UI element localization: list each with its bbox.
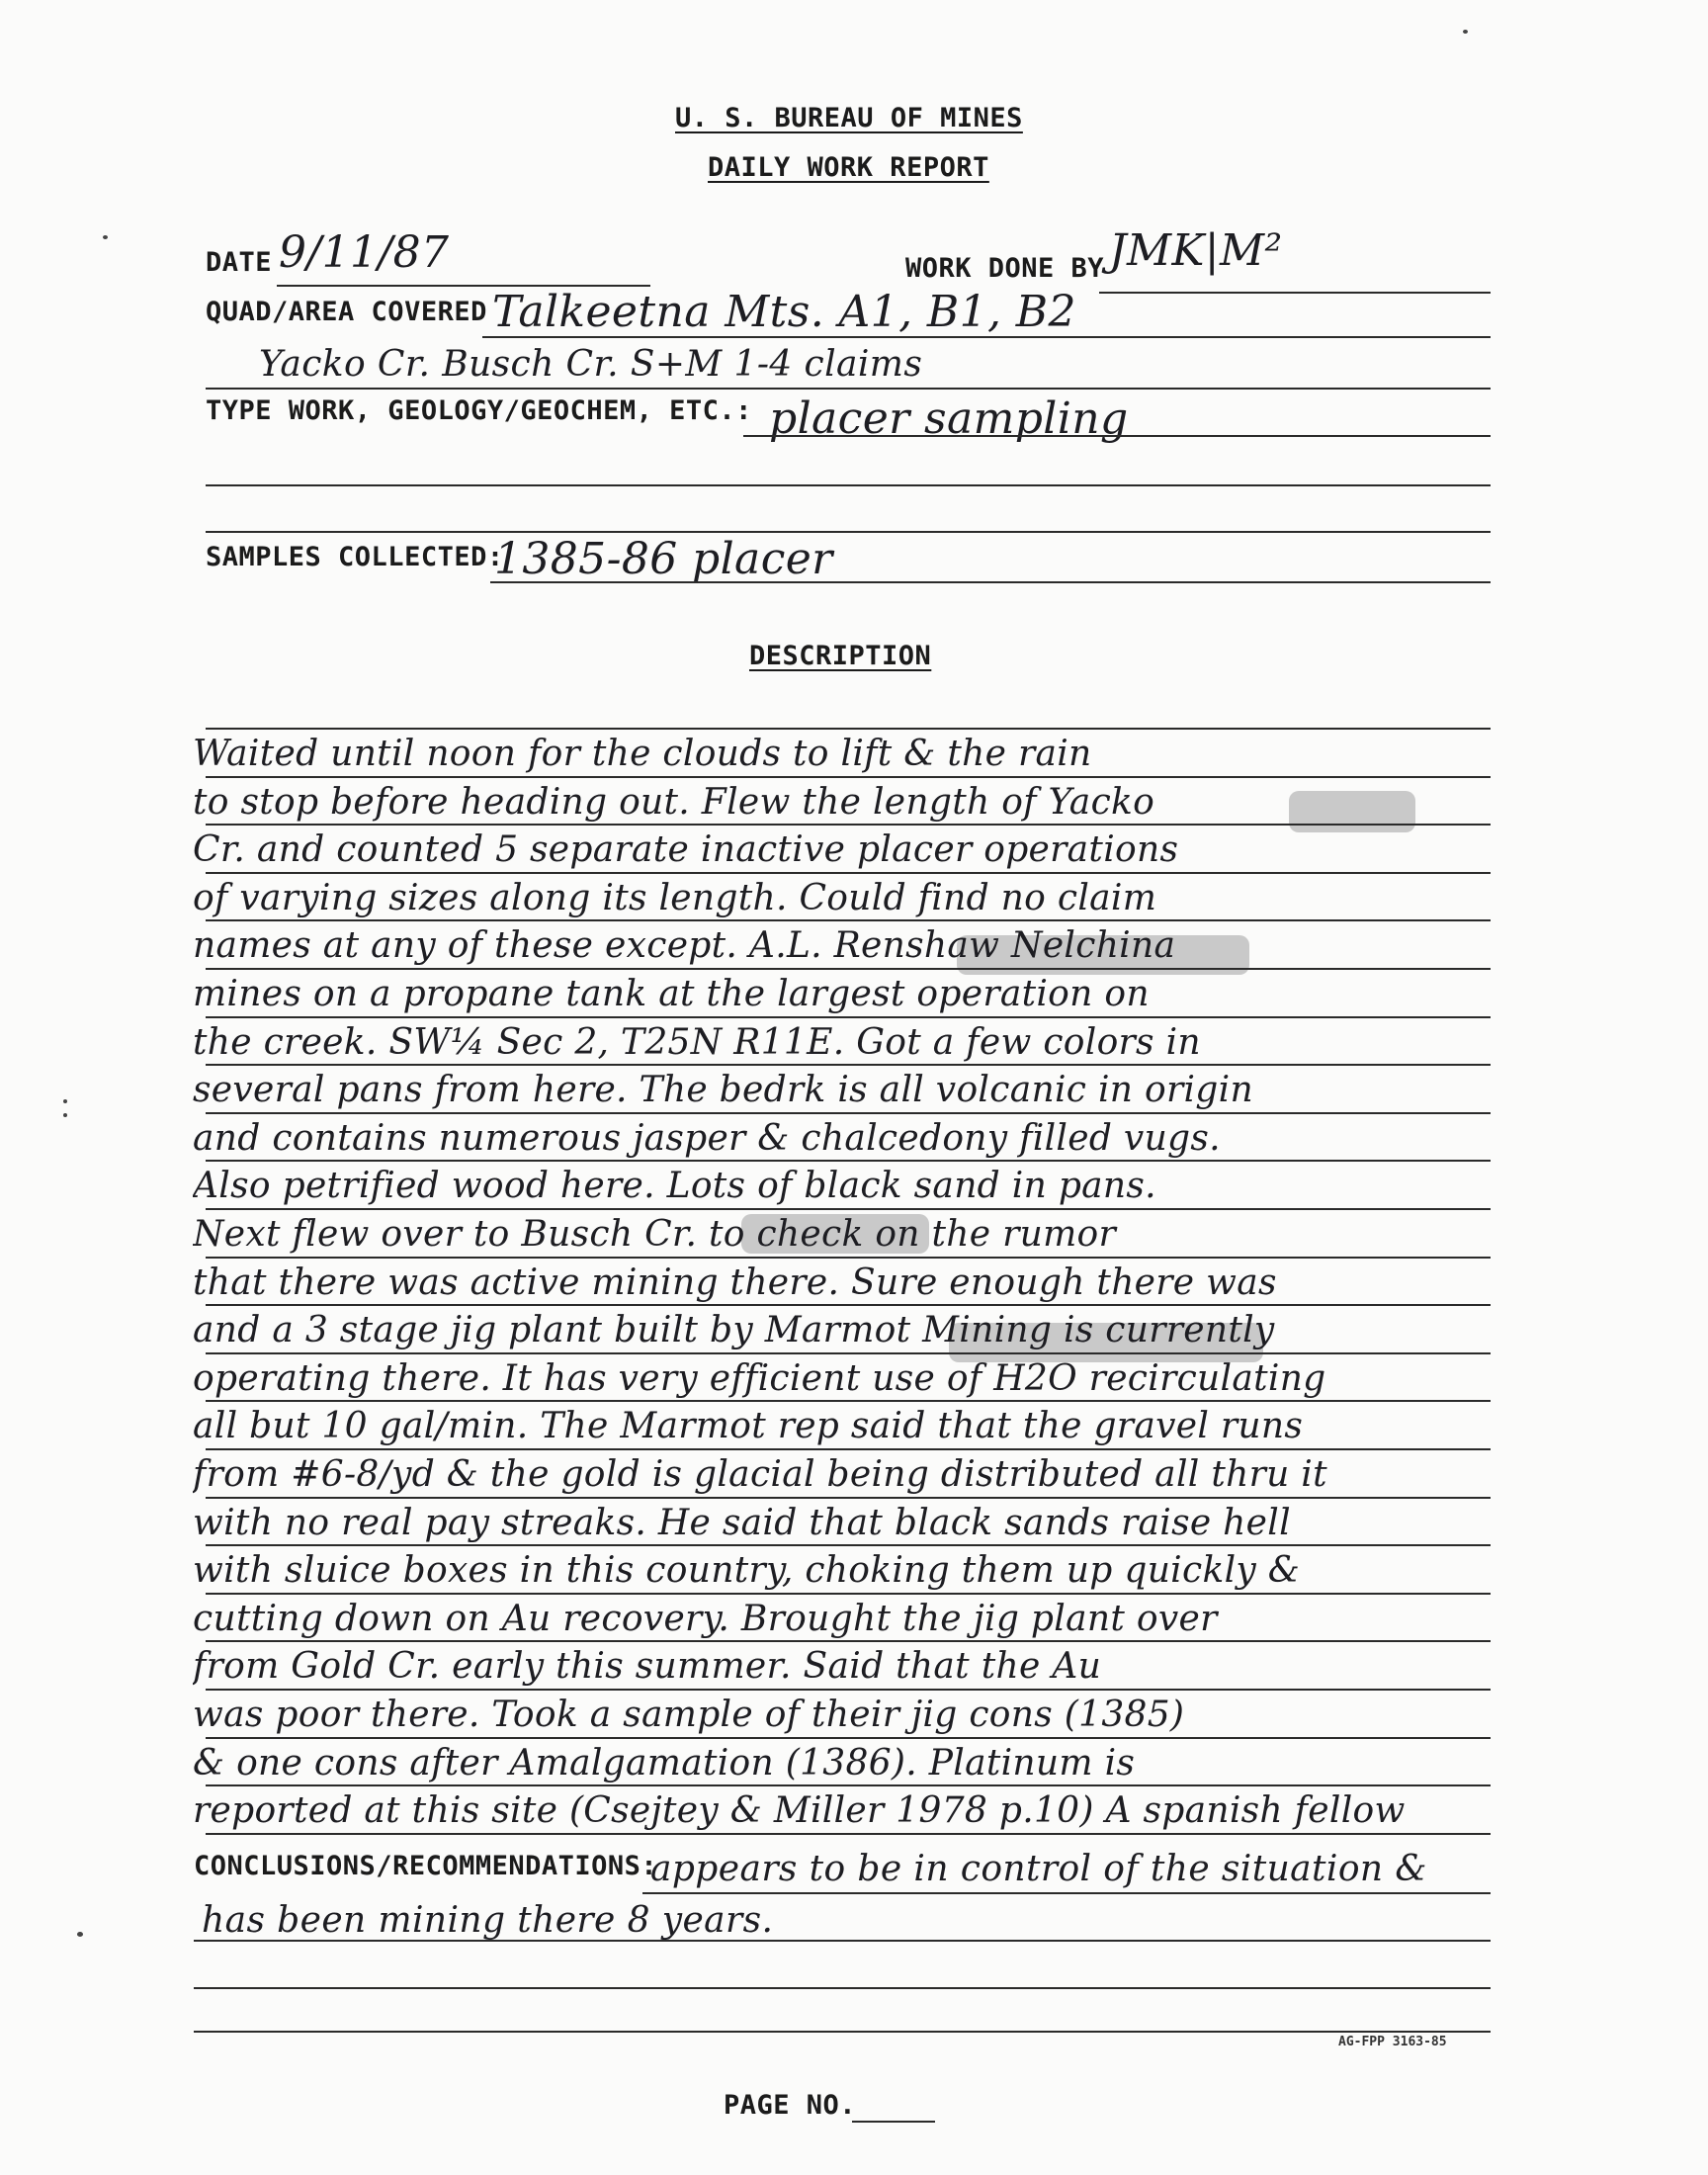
type-work-label: TYPE WORK, GEOLOGY/GEOCHEM, ETC.: — [206, 395, 752, 426]
quad-label: QUAD/AREA COVERED — [206, 297, 487, 327]
page-number-label: PAGE NO. — [724, 2090, 857, 2121]
conclusions-rule-4 — [194, 2031, 1491, 2033]
form-code: AG-FPP 3163-85 — [1338, 2035, 1447, 2049]
description-line: & one cons after Amalgamation (1386). Platinum is — [193, 1742, 1136, 1784]
description-line: all but 10 gal/min. The Marmot rep said that the gravel runs — [193, 1406, 1304, 1447]
conclusions-label: CONCLUSIONS/RECOMMENDATIONS: — [194, 1851, 658, 1881]
scan-speck — [63, 1099, 67, 1103]
description-rule — [206, 1640, 1491, 1642]
description-line: Also petrified wood here. Lots of black sand in pans. — [193, 1166, 1156, 1207]
description-line: was poor there. Took a sample of their jig cons (1385) — [193, 1695, 1185, 1735]
description-line: reported at this site (Csejtey & Miller 1978 p.10) A spanish fellow — [193, 1790, 1406, 1832]
type-work-value: placer sampling — [769, 393, 1129, 444]
description-line: that there was active mining there. Sure enough there was — [193, 1262, 1277, 1303]
description-rule — [206, 1784, 1491, 1786]
description-line: cutting down on Au recovery. Brought the jig plant over — [193, 1598, 1218, 1639]
description-rule — [206, 968, 1491, 970]
work-done-by-rule — [1099, 292, 1491, 294]
samples-value: 1385-86 placer — [494, 534, 833, 584]
description-rule — [206, 1016, 1491, 1018]
description-line: with no real pay streaks. He said that black sands raise hell — [193, 1502, 1291, 1543]
description-rule — [206, 1304, 1491, 1306]
scan-speck — [103, 235, 108, 239]
description-rule — [206, 919, 1491, 921]
conclusions-rule — [642, 1892, 1491, 1894]
description-rule — [206, 1064, 1491, 1066]
page-number-rule — [852, 2121, 935, 2123]
samples-rule — [490, 581, 1491, 583]
scan-speck — [77, 1932, 83, 1937]
quad-rule — [482, 336, 1491, 338]
date-label: DATE — [206, 247, 273, 278]
description-rule — [206, 1833, 1491, 1835]
report-title: DAILY WORK REPORT — [708, 152, 989, 183]
description-line: from #6-8/yd & the gold is glacial being distributed all thru it — [193, 1454, 1327, 1495]
description-rule — [206, 1160, 1491, 1162]
type-work-rule-3 — [206, 531, 1491, 533]
description-rule — [206, 872, 1491, 874]
work-done-by-label: WORK DONE BY — [905, 253, 1105, 284]
description-rule — [206, 1448, 1491, 1450]
date-value: 9/11/87 — [279, 227, 450, 278]
quad-value-line2: Yacko Cr. Busch Cr. S+M 1-4 claims — [259, 344, 923, 385]
description-line: and contains numerous jasper & chalcedony filled vugs. — [193, 1117, 1221, 1159]
description-line: Waited until noon for the clouds to lift & the rain — [193, 734, 1092, 774]
conclusions-rule-2 — [194, 1940, 1491, 1942]
description-line: from Gold Cr. early this summer. Said that the Au — [193, 1646, 1102, 1688]
description-rule — [206, 1689, 1491, 1691]
description-line: with sluice boxes in this country, choking them up quickly & — [193, 1550, 1301, 1592]
scan-speck — [1463, 30, 1468, 34]
type-work-rule — [743, 435, 1491, 437]
scan-speck — [63, 1113, 67, 1117]
description-rule — [206, 1737, 1491, 1739]
description-rule — [206, 1352, 1491, 1354]
description-rule — [206, 1497, 1491, 1499]
description-line: and a 3 stage jig plant built by Marmot Mining is currently — [193, 1310, 1275, 1351]
type-work-rule-2 — [206, 484, 1491, 486]
description-rule — [206, 1208, 1491, 1210]
quad-value: Talkeetna Mts. A1, B1, B2 — [492, 287, 1076, 337]
description-rule — [206, 1544, 1491, 1546]
description-rule — [206, 1593, 1491, 1595]
description-rule — [206, 776, 1491, 778]
quad-rule-2 — [206, 388, 1491, 390]
description-line: several pans from here. The bedrk is all volcanic in origin — [193, 1070, 1253, 1111]
description-rule — [206, 1400, 1491, 1402]
description-rule — [206, 1257, 1491, 1259]
description-rule — [206, 728, 1491, 730]
description-heading: DESCRIPTION — [749, 641, 932, 671]
description-line: names at any of these except. A.L. Renshaw Nelchina — [193, 925, 1176, 967]
description-line: Cr. and counted 5 separate inactive placer operations — [193, 829, 1179, 871]
conclusions-line1: appears to be in control of the situation & — [650, 1849, 1427, 1889]
samples-label: SAMPLES COLLECTED: — [206, 542, 504, 572]
conclusions-rule-3 — [194, 1987, 1491, 1989]
description-line: Next flew over to Busch Cr. to check on the rumor — [193, 1214, 1117, 1255]
agency-title: U. S. BUREAU OF MINES — [675, 103, 1023, 133]
conclusions-line2: has been mining there 8 years. — [202, 1900, 774, 1941]
description-line: mines on a propane tank at the largest operation on — [193, 974, 1150, 1014]
description-line: to stop before heading out. Flew the length of Yacko — [193, 781, 1155, 823]
description-rule — [206, 1112, 1491, 1114]
description-line: the creek. SW¼ Sec 2, T25N R11E. Got a few colors in — [193, 1021, 1201, 1063]
description-rule — [206, 824, 1491, 826]
work-done-by-value: JMK|M² — [1109, 225, 1283, 276]
description-line: operating there. It has very efficient use of H2O recirculating — [193, 1357, 1326, 1399]
description-line: of varying sizes along its length. Could find no claim — [193, 877, 1157, 918]
